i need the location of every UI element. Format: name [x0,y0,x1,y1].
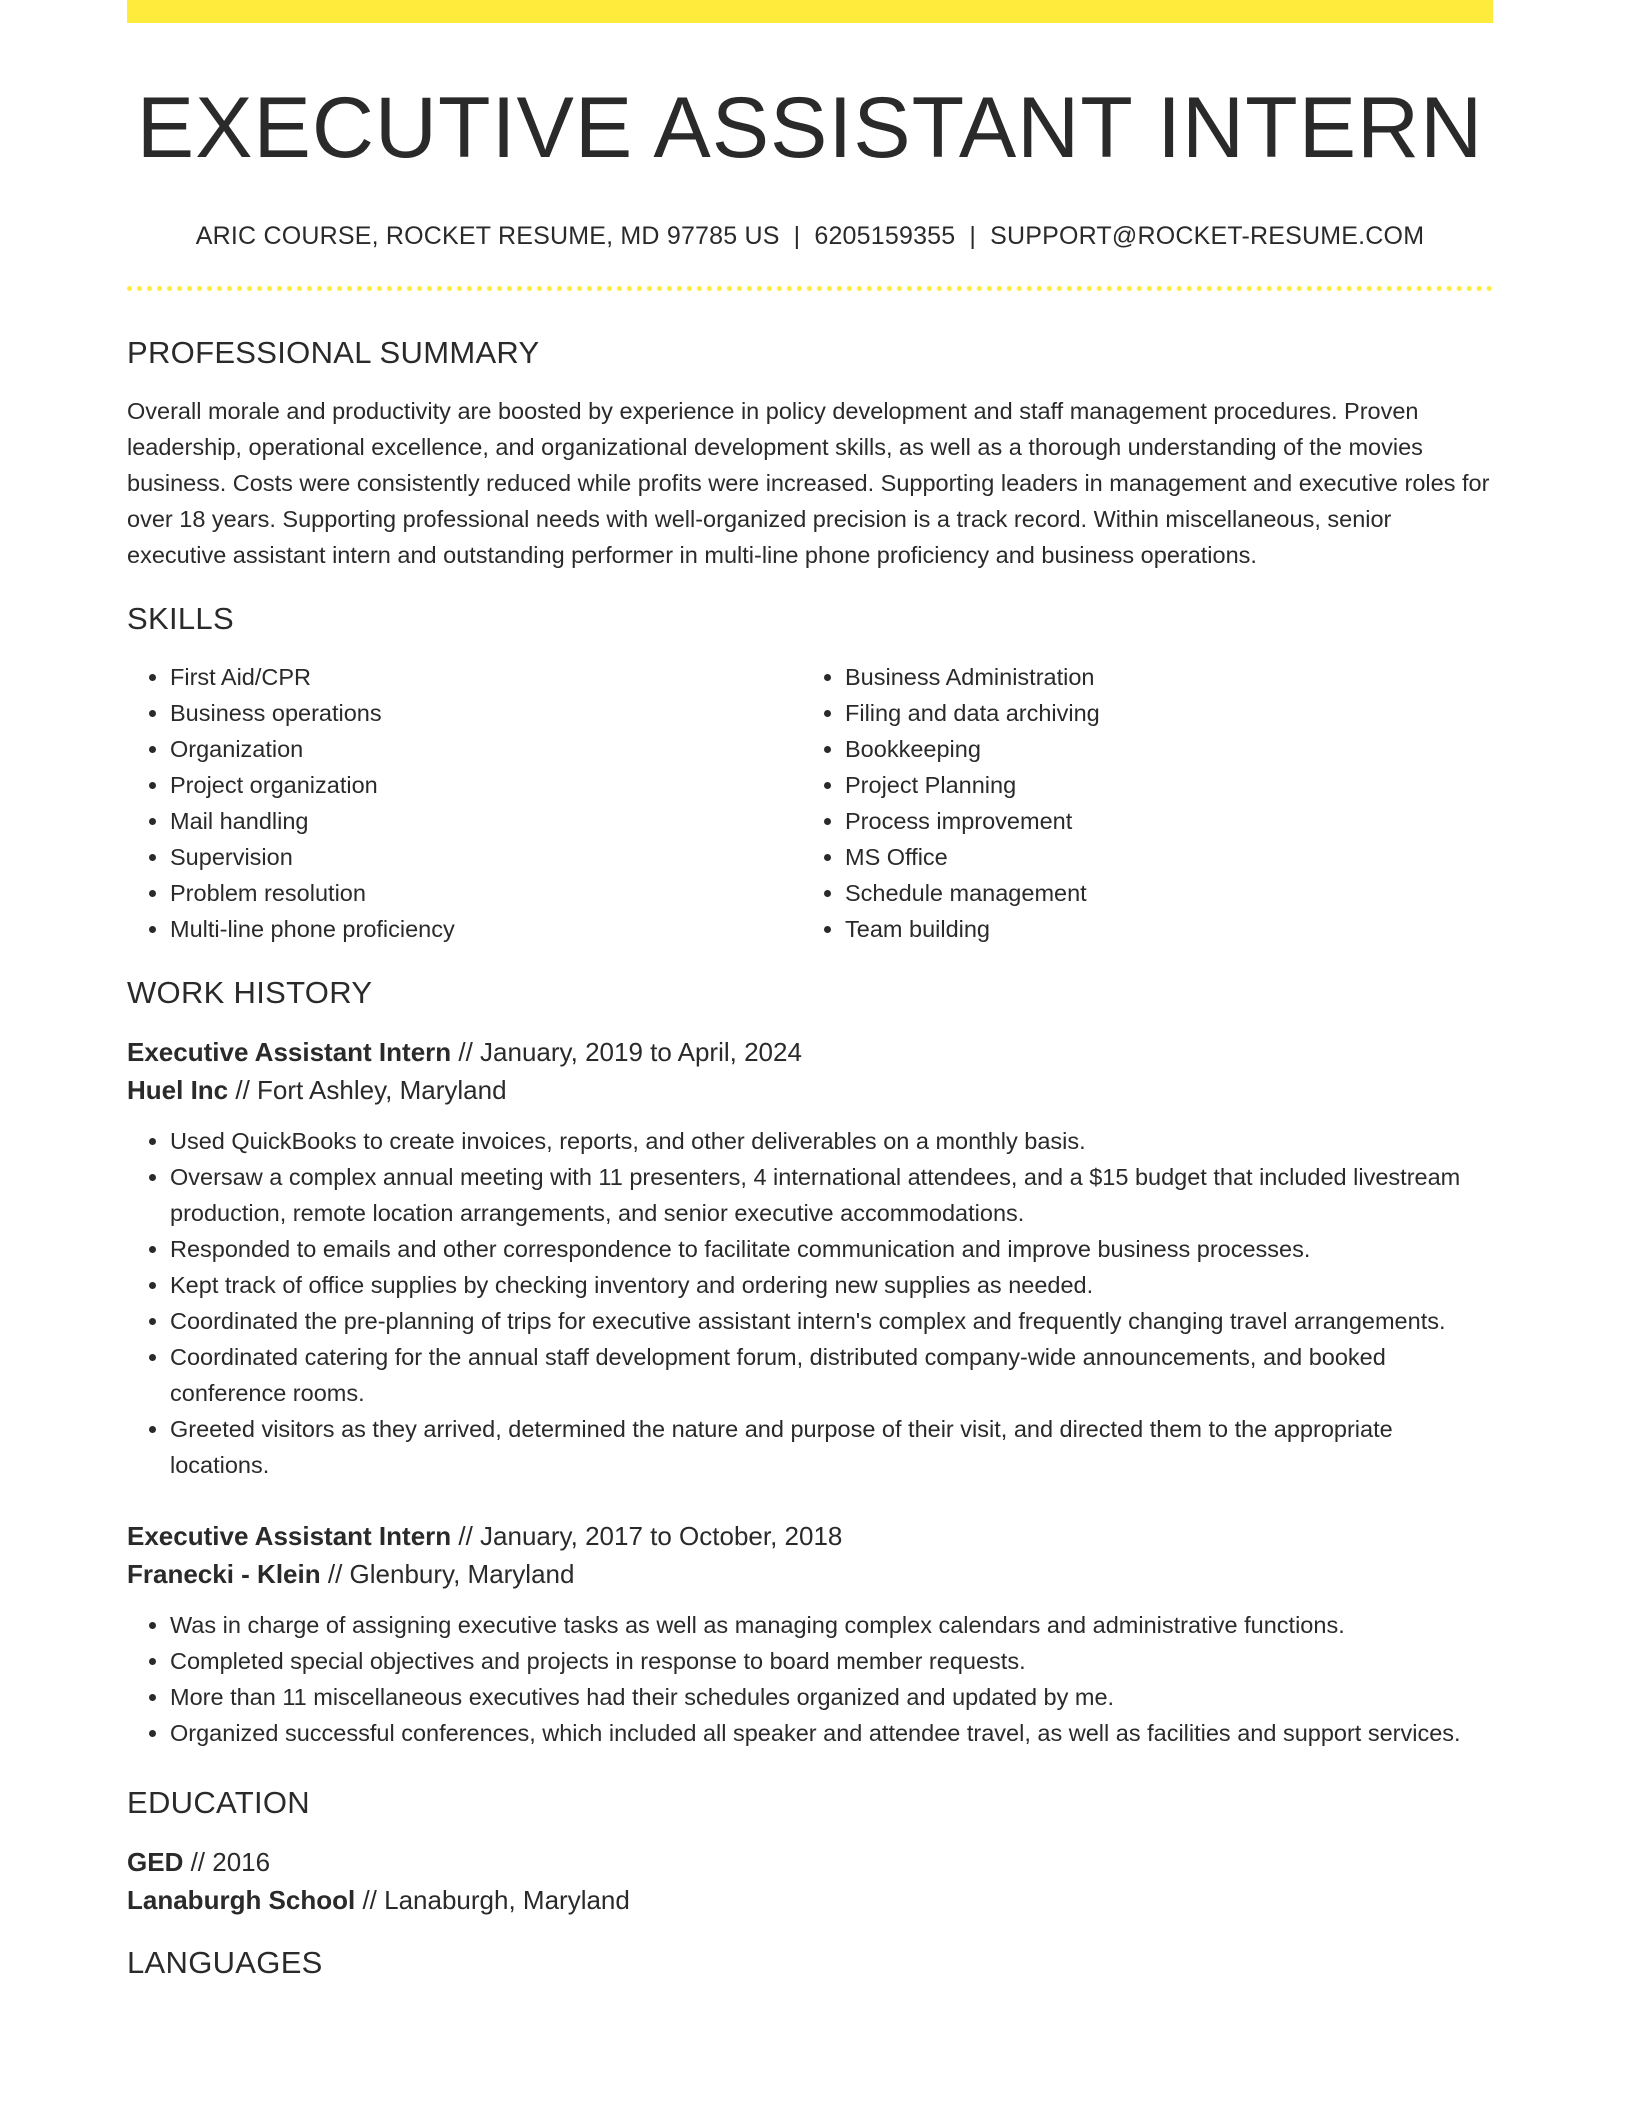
job-bullets [127,1607,1493,1751]
education-entry [127,1843,1493,1919]
skill-item: • Business operations [170,695,800,731]
accent-top-bar [127,0,1493,23]
job-role-line [127,1517,1493,1555]
skill-item: • MS Office [845,839,1475,875]
job-bullet: • Coordinated catering for the annual staff development forum, distributed company-wide announcements, and booked conference rooms. [170,1339,1493,1411]
contact-line [127,222,1493,251]
job-bullet: • Greeted visitors as they arrived, determined the nature and purpose of their visit, and directed them to the appropriate locations. [170,1411,1493,1483]
skill-item: • Supervision [170,839,800,875]
skill-item: • Bookkeeping [845,731,1475,767]
job-company: Huel Inc [127,1074,229,1105]
education-degree: GED [127,1846,184,1877]
contact-separator: | [793,221,801,250]
skill-item: • Process improvement [845,803,1475,839]
dotted-divider [127,286,1493,291]
job-bullet: • More than 11 miscellaneous executives had their schedules organized and updated by me. [170,1679,1493,1715]
languages-heading: LANGUAGES [127,1944,323,1980]
skills-list [127,659,1493,947]
job-role: Executive Assistant Intern [127,1520,452,1551]
job-company-line [127,1071,1493,1109]
job-bullet: • Completed special objectives and projects in response to board member requests. [170,1643,1493,1679]
skill-item: • Organization [170,731,800,767]
skill-item: • Project Planning [845,767,1475,803]
job-bullet: • Responded to emails and other correspondence to facilitate communication and improve business processes. [170,1231,1493,1267]
contact-separator: | [969,221,977,250]
skill-item: • Business Administration [845,659,1475,695]
job-dates: // January, 2019 to April, 2024 [451,1036,802,1067]
skill-item: • Mail handling [170,803,800,839]
job-bullet: • Oversaw a complex annual meeting with 11 presenters, 4 international attendees, and a $15 budget that included livestream production, remote location arrangements, and senior executive accommodations. [170,1159,1493,1231]
skills-column-right [800,659,1475,947]
job-location: // Fort Ashley, Maryland [228,1074,507,1105]
job-location: // Glenbury, Maryland [320,1558,575,1589]
education-school: Lanaburgh School [127,1884,356,1915]
education-heading: EDUCATION [127,1784,310,1820]
education-degree-line [127,1843,1493,1881]
job-bullet: • Organized successful conferences, which included all speaker and attendee travel, as well as facilities and support services. [170,1715,1493,1751]
skill-item: • Multi-line phone proficiency [170,911,800,947]
job-dates: // January, 2017 to October, 2018 [451,1520,843,1551]
job-bullet: • Kept track of office supplies by checking inventory and ordering new supplies as needed. [170,1267,1493,1303]
job-role: Executive Assistant Intern [127,1036,452,1067]
contact-address: ARIC COURSE, ROCKET RESUME, MD 97785 US [195,221,780,250]
skill-item: • Team building [845,911,1475,947]
contact-email: SUPPORT@ROCKET-RESUME.COM [990,221,1425,250]
summary-text: Overall morale and productivity are boosted by experience in policy development and staff management procedures. Proven leadership, operational excellence, and organizational development skills, as well as a thorough understanding of the movies business. Costs were consistently reduced while profits were increased. Supporting leaders in management and executive roles for over 18 years. Supporting professional needs with well-organized precision is a track record. Within miscellaneous, senior executive assistant intern and outstanding performer in multi-line phone proficiency and business operations. [127,397,1490,568]
work-history-heading: WORK HISTORY [127,974,373,1010]
skill-item: • Project organization [170,767,800,803]
skills-heading: SKILLS [127,600,234,636]
job-bullet: • Coordinated the pre-planning of trips for executive assistant intern's complex and frequently changing travel arrangements. [170,1303,1493,1339]
resume-name: EXECUTIVE ASSISTANT INTERN [136,80,1484,176]
education-school-line [127,1881,1493,1919]
contact-phone: 6205159355 [814,221,956,250]
job-bullets [127,1123,1493,1483]
skill-item: • First Aid/CPR [170,659,800,695]
skill-item: • Problem resolution [170,875,800,911]
job-bullet: • Used QuickBooks to create invoices, reports, and other deliverables on a monthly basis. [170,1123,1493,1159]
job-company: Franecki - Klein [127,1558,321,1589]
job-role-line [127,1033,1493,1071]
resume-page [127,0,1493,1981]
job-entry [127,1033,1493,1483]
summary-heading: PROFESSIONAL SUMMARY [127,334,540,370]
job-bullet: • Was in charge of assigning executive tasks as well as managing complex calendars and administrative functions. [170,1607,1493,1643]
job-company-line [127,1555,1493,1593]
skills-column-left [127,659,800,947]
education-year: // 2016 [183,1846,271,1877]
skill-item: • Filing and data archiving [845,695,1475,731]
education-location: // Lanaburgh, Maryland [355,1884,630,1915]
skill-item: • Schedule management [845,875,1475,911]
job-entry [127,1517,1493,1751]
